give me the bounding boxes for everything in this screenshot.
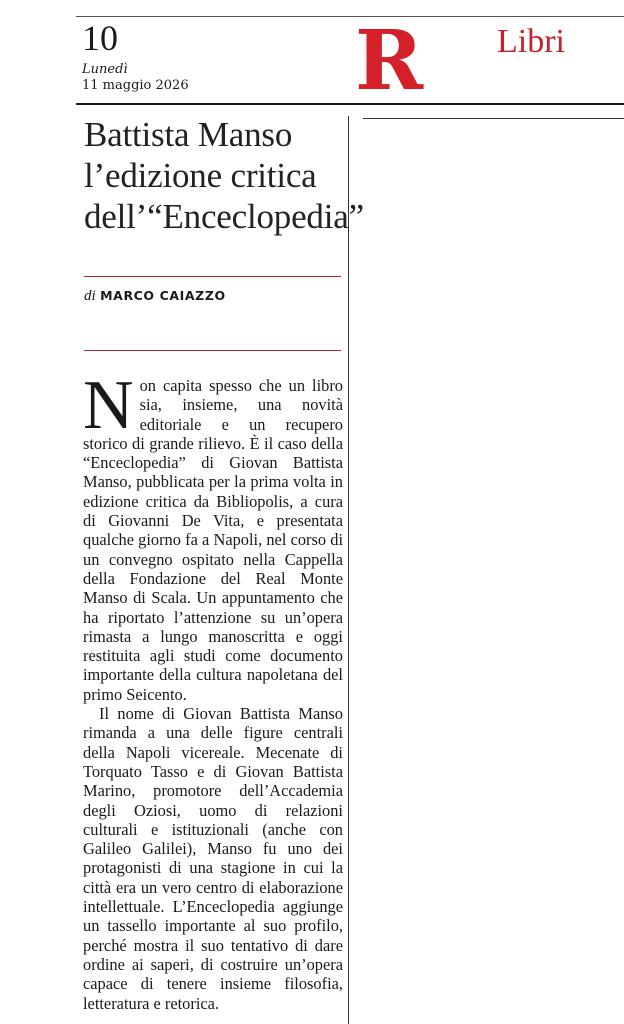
article-headline	[84, 114, 364, 237]
author-name: MARCO CAIAZZO	[100, 288, 226, 303]
paragraph-2: Il nome di Giovan Battista Manso rimanda a una delle figure centrali della Napoli vicereale. Mecenate di Torquato Tasso e di Giovan Battista Marino, promotore dell’Accademia degli Oziosi, uomo di relazioni culturali e istituzionali (anche con Galileo Galilei), Manso fu uno dei protagonisti di una stagione in cui la città era un vero centro di elaborazione intellettuale. L’Enceclopedia aggiunge un tassello importante al suo profilo, perché mostra il suo tentativo di dare ordine ai saperi, di costruire un’opera capace di tenere insieme filosofia, letteratura e retorica.	[83, 704, 343, 1013]
paragraph-1	[83, 367, 343, 704]
headline-line-2: l’edizione critica	[84, 156, 317, 195]
article-body	[83, 367, 343, 1013]
section-title: Libri	[497, 23, 565, 60]
paragraph-1-text: on capita spesso che un libro sia, insieme, una novità editoriale e un recupero storico di grande rilievo. È il caso della “Enceclopedia” di Giovan Battista Manso, pubblicata per la prima volta in edizione critica da Bibliopolis, a cura di Giovanni De Vita, e presentata qualche giorno fa a Napoli, nel corso di un convegno ospitato nella Cappella della Fondazione del Real Monte Manso di Scala. Un appuntamento che ha riportato l’attenzione su un’opera rimasta a lungo manoscritta e oggi restituita agli studi come documento importante della cultura napoletana del primo Seicento.	[83, 376, 343, 704]
newspaper-logo: R	[355, 13, 424, 109]
issue-day: Lunedì	[82, 62, 128, 77]
byline-bottom-rule	[84, 350, 341, 351]
byline-prefix: di	[84, 288, 96, 304]
header-rule	[76, 103, 624, 105]
drop-cap: N	[83, 367, 134, 444]
column-divider	[348, 116, 349, 1024]
headline-line-3: dell’“Enceclopedia”	[84, 197, 364, 236]
right-column-rule	[363, 118, 624, 119]
issue-date: 11 maggio 2026	[82, 78, 189, 93]
byline	[84, 287, 226, 305]
byline-top-rule	[84, 276, 341, 277]
page-number: 10	[82, 18, 118, 58]
top-rule	[76, 16, 624, 17]
headline-line-1: Battista Manso	[84, 115, 293, 154]
